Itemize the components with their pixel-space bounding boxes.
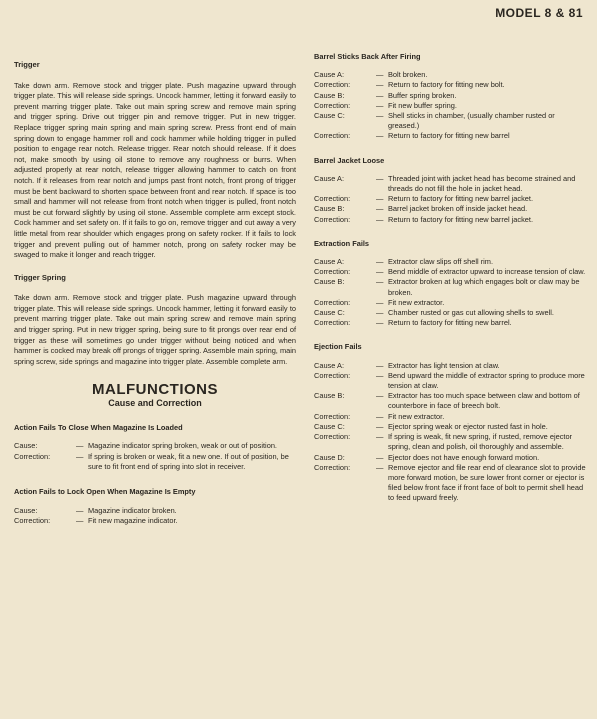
ejection-row xyxy=(314,412,586,422)
barrel-sticks-label: Cause B: xyxy=(314,90,345,100)
extraction-row xyxy=(314,308,586,318)
issue2-label: Correction: xyxy=(14,516,51,526)
barrel-jacket-label: Correction: xyxy=(314,194,351,204)
ejection-row xyxy=(314,391,586,411)
ejection-row xyxy=(314,463,586,504)
dash-separator: — xyxy=(376,257,384,267)
issue1-text: Magazine indicator spring broken, weak or out of position. xyxy=(88,441,277,451)
malfunctions-title: MALFUNCTIONS xyxy=(92,381,218,399)
extraction-row xyxy=(314,298,586,308)
dash-separator: — xyxy=(376,70,384,80)
trigger-spring-title: Trigger Spring xyxy=(14,272,66,282)
ejection-row xyxy=(314,361,586,371)
dash-separator: — xyxy=(376,80,384,90)
issue1-row xyxy=(14,452,296,473)
dash-separator: — xyxy=(376,370,384,380)
barrel-jacket-text: Return to factory for fitting new barrel jacket. xyxy=(388,194,534,204)
issue2-row xyxy=(14,516,296,527)
dash-separator: — xyxy=(376,421,384,431)
barrel-jacket-text: Barrel jacket broken off inside jacket head. xyxy=(388,204,528,214)
barrel-sticks-label: Correction: xyxy=(314,100,351,110)
barrel-sticks-text: Fit new buffer spring. xyxy=(388,100,457,110)
extraction-text: Bend middle of extractor upward to increase tension of claw. xyxy=(388,267,586,277)
barrel-sticks-label: Correction: xyxy=(314,131,351,141)
issue2-rows xyxy=(14,506,296,527)
extraction-rows xyxy=(314,257,586,328)
dash-separator: — xyxy=(376,360,384,370)
ejection-label: Correction: xyxy=(314,370,351,380)
malfunctions-heading xyxy=(14,381,296,409)
ejection-label: Cause A: xyxy=(314,360,344,370)
ejection-label: Correction: xyxy=(314,411,351,421)
issue1-row xyxy=(14,441,296,452)
ejection-title: Ejection Fails xyxy=(314,342,362,352)
ejection-label: Correction: xyxy=(314,462,351,472)
left-column xyxy=(14,60,296,527)
barrel-sticks-text: Buffer spring broken. xyxy=(388,90,457,100)
dash-separator: — xyxy=(376,452,384,462)
dash-separator: — xyxy=(376,204,384,214)
trigger-text: Take down arm. Remove stock and trigger plate. Push magazine upward through trigger plate. This will release side springs. Uncock hammer, letting it forward easily to prevent marring trigger plate. Take out main spring screw and remove main spring and trigger spring. Drive out trigger pin and remove trigger. Put in new trigger. Replace trigger spring main spring and main spring screw. Press front end of main spring down to engage hammer roll and cock hammer while holding trigger in pulled position to engage rear notch. Release trigger. Rear notch should release. If it does not, make smooth by using oil stone to remove any roughness or burrs. When adjusted properly at rear notch, release trigger allowing hammer to catch on front notch. If it releases from rear notch and jumps past front notch, front prong of trigger must be bent backward to shorten space between front and rear notch. If space is too small and hammer will not release from front notch when trigger is pulled, front notch must be cut forward slightly by using oil stone. Assemble complete arm except stock. Cock hammer and set safety on. If it fails to go on, remove trigger and cut away a very little metal from rear shoulder which engages prong on safety rocker. If it fails to lock trigger and prevent pulling out of hammer notch, prong on safety rocker may be swaged to make it longer and reach trigger. xyxy=(14,80,296,260)
ejection-text: Ejector does not have enough forward motion. xyxy=(388,452,540,462)
extraction-text: Fit new extractor. xyxy=(388,297,445,307)
barrel-jacket-label: Cause B: xyxy=(314,204,345,214)
issue1-label: Correction: xyxy=(14,451,51,461)
dash-separator: — xyxy=(376,194,384,204)
ejection-text: Ejector spring weak or ejector rusted fast in hole. xyxy=(388,421,548,431)
issue2-row xyxy=(14,506,296,517)
ejection-label: Correction: xyxy=(314,432,351,442)
trigger-spring-text: Take down arm. Remove stock and trigger plate. Push magazine upward through trigger plate. This will release side springs. Uncock hammer, letting it forward easily to prevent marring trigger plate. Take out main spring screw and remove main spring and trigger spring. Put in new trigger spring, being sure to fit prongs over rear end of trigger as these will sometimes go under trigger without being noticed and when hammer is cocked may break off prongs of trigger spring. Assemble main spring, main spring screw, side springs and magazine into trigger plate. Assemble complete arm. xyxy=(14,293,296,366)
ejection-text: Extractor has too much space between claw and bottom of counterbore in face of breech bolt. xyxy=(388,391,580,411)
ejection-label: Cause D: xyxy=(314,452,345,462)
barrel-sticks-label: Cause A: xyxy=(314,70,344,80)
dash-separator: — xyxy=(376,173,384,183)
barrel-jacket-label: Cause A: xyxy=(314,173,344,183)
issue2-label: Cause: xyxy=(14,505,38,515)
malfunctions-subtitle: Cause and Correction xyxy=(108,398,202,409)
extraction-text: Chamber rusted or gas cut allowing shells to swell. xyxy=(388,308,554,318)
ejection-text: Remove ejector and file rear end of clearance slot to provide more forward motion, be sure lower front corner or ejector is filed below front face if front face of bolt to permit shell head to feed upward freely. xyxy=(388,462,586,503)
issue2-title: Action Fails to Lock Open When Magazine Is Empty xyxy=(14,487,196,496)
extraction-text: Extractor claw slips off shell rim. xyxy=(388,257,494,267)
extraction-text: Extractor broken at lug which engages bolt or claw may be broken. xyxy=(388,277,580,297)
extraction-row xyxy=(314,257,586,267)
issue1-rows xyxy=(14,441,296,473)
extraction-label: Cause A: xyxy=(314,257,344,267)
extraction-label: Correction: xyxy=(314,318,351,328)
barrel-jacket-text: Threaded joint with jacket head has become strained and threads do not fill the hole in jacket head. xyxy=(388,173,576,194)
dash-separator: — xyxy=(376,411,384,421)
dash-separator: — xyxy=(376,277,384,287)
ejection-label: Cause C: xyxy=(314,421,345,431)
barrel-sticks-title: Barrel Sticks Back After Firing xyxy=(314,52,421,61)
barrel-sticks-row xyxy=(314,70,586,80)
issue1-title: Action Fails To Close When Magazine Is Loaded xyxy=(14,422,183,432)
ejection-row xyxy=(314,422,586,432)
barrel-jacket-row xyxy=(314,204,586,214)
barrel-sticks-text: Bolt broken. xyxy=(388,70,428,80)
dash-separator: — xyxy=(376,391,384,401)
page-header: MODEL 8 & 81 xyxy=(495,6,583,20)
dash-separator: — xyxy=(376,462,384,472)
issue1-text: If spring is broken or weak, fit a new one. If out of position, be sure to fit front end of spring into slot in receiver. xyxy=(88,451,289,472)
dash-separator: — xyxy=(76,516,84,526)
barrel-jacket-row xyxy=(314,215,586,225)
ejection-text: If spring is weak, fit new spring, if rusted, remove ejector spring, clean and polish, oil thoroughly and assemble. xyxy=(388,432,573,452)
dash-separator: — xyxy=(376,297,384,307)
extraction-title: Extraction Fails xyxy=(314,238,370,248)
barrel-jacket-row xyxy=(314,174,586,194)
barrel-sticks-label: Correction: xyxy=(314,80,351,90)
extraction-label: Correction: xyxy=(314,297,351,307)
issue2-text: Fit new magazine indicator. xyxy=(88,516,178,526)
right-column xyxy=(314,52,586,504)
barrel-sticks-rows xyxy=(314,70,586,141)
barrel-sticks-label: Cause C: xyxy=(314,111,345,121)
extraction-row xyxy=(314,267,586,277)
barrel-jacket-title: Barrel Jacket Loose xyxy=(314,155,385,165)
extraction-label: Cause B: xyxy=(314,277,345,287)
dash-separator: — xyxy=(376,214,384,224)
barrel-sticks-row xyxy=(314,111,586,131)
dash-separator: — xyxy=(376,111,384,121)
ejection-row xyxy=(314,432,586,452)
dash-separator: — xyxy=(376,100,384,110)
dash-separator: — xyxy=(376,432,384,442)
extraction-label: Correction: xyxy=(314,267,351,277)
barrel-sticks-text: Shell sticks in chamber, (usually chamber rusted or greased.) xyxy=(388,111,555,131)
issue2-text: Magazine indicator broken. xyxy=(88,505,177,515)
dash-separator: — xyxy=(376,90,384,100)
issue1-label: Cause: xyxy=(14,441,38,451)
barrel-sticks-text: Return to factory for fitting new bolt. xyxy=(388,80,505,90)
dash-separator: — xyxy=(376,131,384,141)
dash-separator: — xyxy=(76,441,84,451)
ejection-text: Bend upward the middle of extractor spring to produce more tension at claw. xyxy=(388,370,585,391)
extraction-row xyxy=(314,277,586,297)
barrel-sticks-text: Return to factory for fitting new barrel xyxy=(388,131,510,141)
ejection-text: Fit new extractor. xyxy=(388,411,445,421)
dash-separator: — xyxy=(376,308,384,318)
extraction-label: Cause C: xyxy=(314,308,345,318)
ejection-row xyxy=(314,453,586,463)
dash-separator: — xyxy=(376,267,384,277)
dash-separator: — xyxy=(76,505,84,515)
dash-separator: — xyxy=(76,451,84,461)
barrel-jacket-rows xyxy=(314,174,586,225)
barrel-jacket-row xyxy=(314,194,586,204)
trigger-title: Trigger xyxy=(14,60,40,69)
barrel-sticks-row xyxy=(314,131,586,141)
extraction-text: Return to factory for fitting new barrel. xyxy=(388,318,512,328)
dash-separator: — xyxy=(376,318,384,328)
ejection-row xyxy=(314,371,586,391)
ejection-rows xyxy=(314,361,586,504)
barrel-jacket-label: Correction: xyxy=(314,214,351,224)
barrel-sticks-row xyxy=(314,80,586,90)
barrel-jacket-text: Return to factory for fitting new barrel jacket. xyxy=(388,214,534,224)
extraction-row xyxy=(314,318,586,328)
ejection-label: Cause B: xyxy=(314,391,345,401)
barrel-sticks-row xyxy=(314,91,586,101)
ejection-text: Extractor has light tension at claw. xyxy=(388,360,500,370)
barrel-sticks-row xyxy=(314,101,586,111)
